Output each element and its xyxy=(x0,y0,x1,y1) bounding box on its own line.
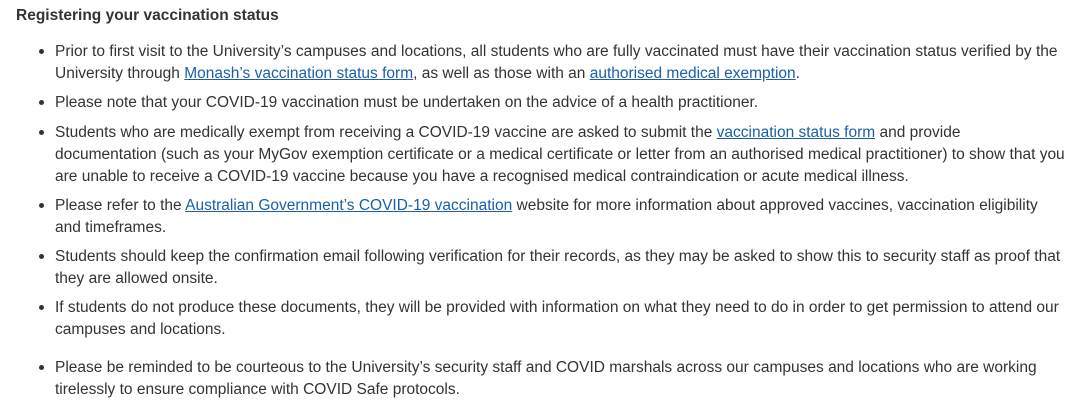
bullet-text: Students should keep the confirmation email following verification for their records, as they may be asked to show this to security staff as proof that they are allowed onsite. xyxy=(55,248,1061,287)
list-item xyxy=(55,41,1065,85)
bullet-text: and provide documentation (such as your MyGov exemption certificate or a medical certificate or letter from an authorised medical practitioner) to show that you are unable to receive a COVID-19 vaccine because you have a recognised medical contraindication or acute medical illness. xyxy=(55,124,1065,185)
list-item xyxy=(55,297,1065,341)
list-item xyxy=(55,122,1065,188)
bullet-text: If students do not produce these documents, they will be provided with information on what they need to do in order to get permission to attend our campuses and locations. xyxy=(55,299,1059,338)
section-heading: Registering your vaccination status xyxy=(16,7,279,24)
bullet-text: . xyxy=(795,65,800,82)
bullet-text: Please be reminded to be courteous to the University’s security staff and COVID marshals across our campuses and locations who are working tirelessly to ensure compliance with COVID Safe protocols. xyxy=(55,359,1037,398)
bullet-text: , as well as those with an xyxy=(413,65,590,82)
bullet-text: Prior to first visit to the University’s campuses and locations, all students who are fully vaccinated must have their vaccination status verified by the University through xyxy=(55,43,1058,82)
list-item xyxy=(55,246,1065,290)
bullet-text: Please note that your COVID-19 vaccination must be undertaken on the advice of a health practitioner. xyxy=(55,94,759,111)
vaccination-status-form-link[interactable]: Monash’s vaccination status form xyxy=(184,65,414,82)
bullet-text: website for more information about approved vaccines, vaccination eligibility and timeframes. xyxy=(55,197,1038,236)
list-item xyxy=(55,195,1065,239)
vaccination-status-form-link[interactable]: vaccination status form xyxy=(716,124,876,141)
bullet-text: Students who are medically exempt from receiving a COVID-19 vaccine are asked to submit the xyxy=(55,124,717,141)
list-item xyxy=(55,357,1065,401)
list-item xyxy=(55,92,1065,114)
government-vaccination-link[interactable]: Australian Government’s COVID-19 vaccination xyxy=(185,197,513,214)
bullet-text: Please refer to the xyxy=(55,197,186,214)
medical-exemption-link[interactable]: authorised medical exemption xyxy=(589,65,796,82)
